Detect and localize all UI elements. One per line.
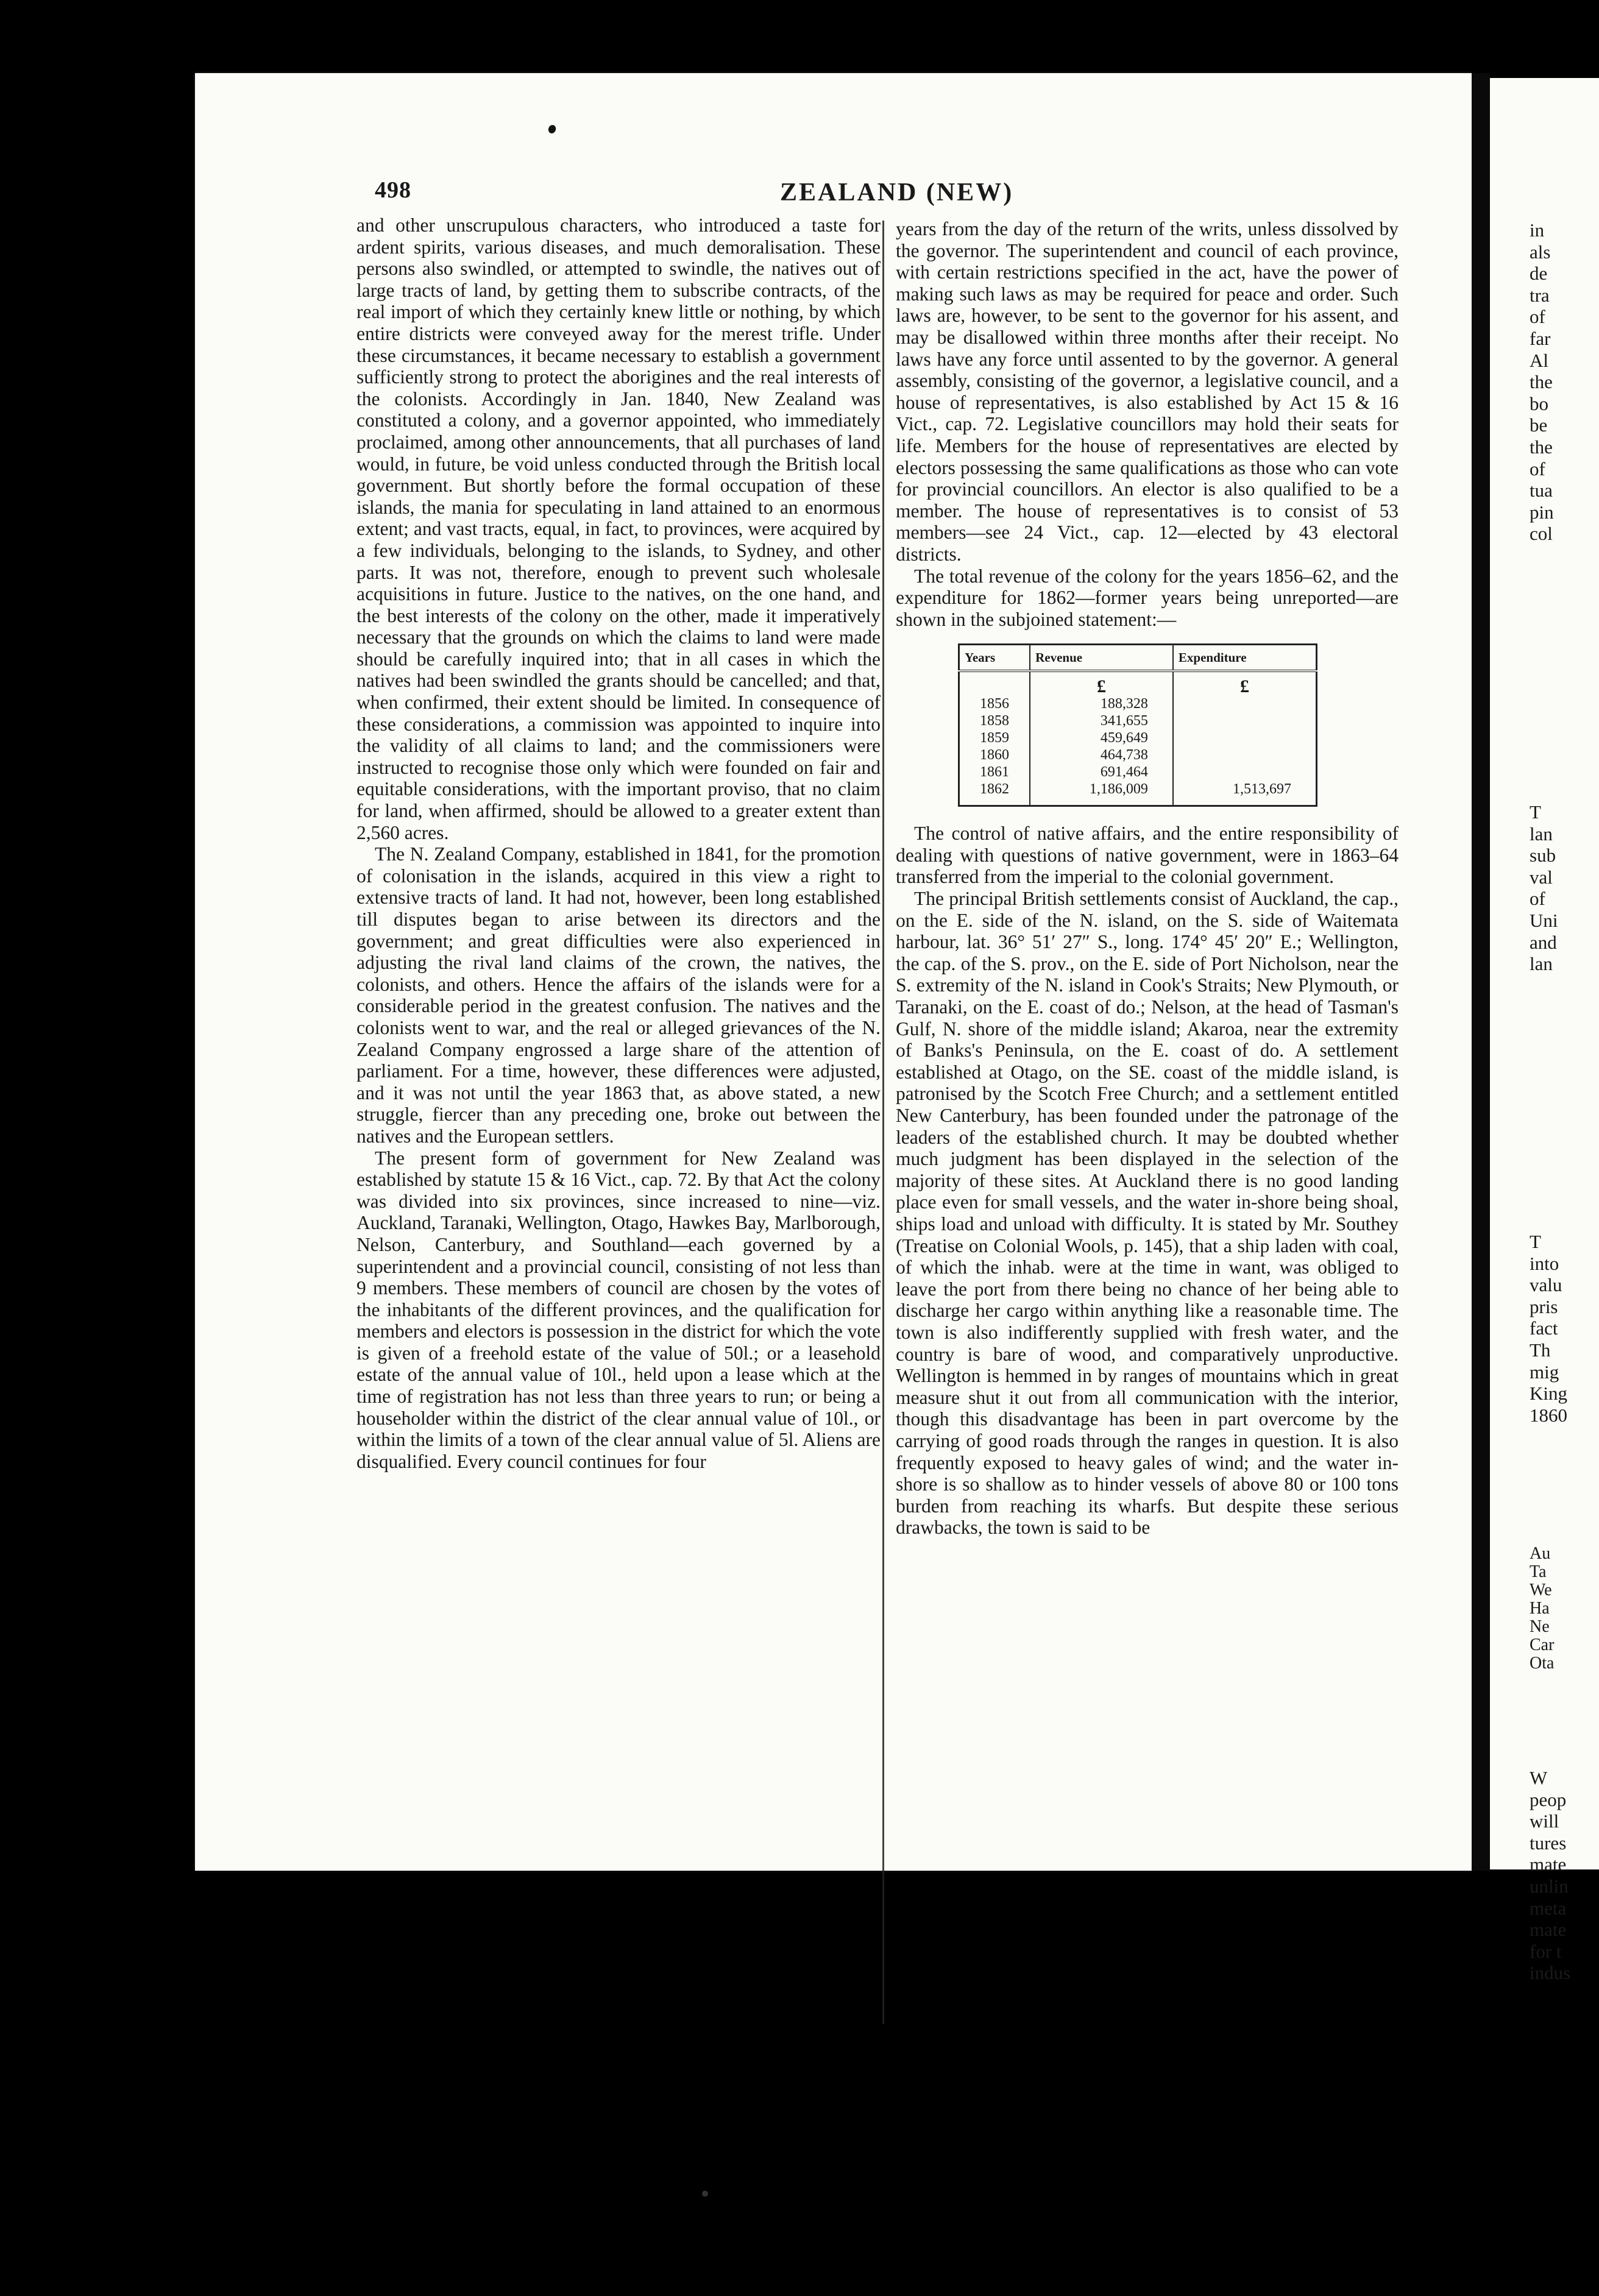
fragment-line: Ota — [1530, 1654, 1555, 1673]
ink-mark-bottom — [702, 2191, 708, 2197]
fragment-line: valu — [1530, 1274, 1562, 1296]
fragment-line: for t — [1530, 1940, 1562, 1962]
expenditure-cell — [1173, 746, 1317, 764]
table-row — [959, 746, 1317, 764]
fragment-line: W — [1530, 1767, 1548, 1788]
fragment-line: pris — [1530, 1295, 1558, 1317]
fragment-line: We — [1530, 1581, 1552, 1600]
fragment-line: lan — [1530, 823, 1553, 845]
year-cell: 1860 — [959, 746, 1030, 764]
fragment-line: the — [1530, 371, 1553, 393]
facing-page-fragment-1 — [1530, 219, 1599, 545]
fragment-line: into — [1530, 1252, 1559, 1274]
table-row — [959, 764, 1317, 781]
year-cell: 1859 — [959, 729, 1030, 746]
fragment-line: tures — [1530, 1832, 1567, 1854]
fragment-line: als — [1530, 241, 1551, 263]
page-number: 498 — [375, 177, 411, 203]
facing-page-fragment-2 — [1530, 801, 1599, 975]
fragment-line: T — [1530, 1231, 1541, 1252]
revenue-cell: 188,328 — [1030, 695, 1173, 712]
fragment-line: indus — [1530, 1962, 1571, 1984]
revenue-table — [958, 643, 1317, 807]
year-cell: 1858 — [959, 712, 1030, 729]
currency-symbol: £ — [1239, 676, 1249, 697]
fragment-line: of — [1530, 888, 1545, 910]
middle-column — [896, 218, 1399, 1539]
currency-symbol: £ — [1030, 671, 1173, 695]
fragment-line: of — [1530, 306, 1545, 328]
expenditure-cell — [1173, 695, 1317, 712]
paragraph: The principal British settlements consist of Auckland, the cap., on the E. side of the N. island, on the S. side of Waitemata harbour, lat. 36° 51′ 27″ S., long. 174° 45′ 20″ E.; Wellington, the cap. of the S. prov., on the E. side of Port Nicholson, near the S. extremity of the N. island in Cook's Straits; New Plymouth, or Taranaki, on the E. coast of do.; Nelson, at the head of Tasman's Gulf, N. shore of the middle island; Akaroa, near the extremity of Banks's Peninsula, on the E. coast of do. A settlement established at Otago, on the SE. coast of the middle island, is patronised by the Scotch Free Church; and a settlement entitled New Canterbury, has been founded under the patronage of the leaders of the established church. It may be doubted whether much judgment has been displayed in the selection of the majority of these sites. At Auckland there is no good landing place even for small vessels, and the water in-shore being shoal, ships load and unload with difficulty. It is stated by Mr. Southey (Treatise on Colonial Wools, p. 145), that a ship laden with coal, of which the inhab. were at the time in want, was obliged to leave the port from there being no chance of her being able to discharge her cargo within anything like a reasonable time. The town is also indifferently supplied with fresh water, and the country is bare of wood, and comparatively unproductive. Wellington is hemmed in by ranges of mountains which in great measure shut it out from all communication with the interior, though this disadvantage has been in part overcome by the carrying of good roads through the ranges in question. It is also frequently exposed to heavy gales of wind; and the water in-shore is so shallow as to hinder vessels of above 80 or 100 tons burden from reaching its wharfs. But despite these serious drawbacks, the town is said to be — [896, 888, 1399, 1539]
expenditure-cell — [1173, 764, 1317, 781]
fragment-line: Uni — [1530, 909, 1558, 931]
paragraph: The total revenue of the colony for the years 1856–62, and the expenditure for 1862—former years being unreported—are shown in the subjoined statement:— — [896, 565, 1399, 630]
table-row — [959, 695, 1317, 712]
left-column — [356, 214, 881, 1472]
year-cell: 1861 — [959, 764, 1030, 781]
page-title: ZEALAND (NEW) — [780, 179, 1014, 207]
facing-page-fragment-3 — [1530, 1231, 1599, 1426]
fragment-line: Car — [1530, 1635, 1555, 1654]
table-row — [959, 781, 1317, 806]
paragraph: The present form of government for New Zealand was established by statute 15 & 16 Vict., cap. 72. By that Act the colony was divided into six provinces, since increased to nine—viz. Auckland, Taranaki, Wellington, Otago, Hawkes Bay, Marlborough, Nelson, Canterbury, and Southland—each governed by a superintendent and a provincial council, consisting of not less than 9 members. These members of council are chosen by the votes of the inhabitants of the different provinces, and the qualification for members and electors is possession in the district for which the vote is given of a freehold estate of the value of 50l.; or a leasehold estate of the annual value of 10l., held upon a lease which at the time of registration has not less than three years to run; or being a householder within the district of the clear annual value of 10l., or within the limits of a town of the clear annual value of 5l. Aliens are disqualified. Every council continues for four — [356, 1147, 881, 1472]
table-header: Expenditure — [1173, 645, 1317, 671]
fragment-line: be — [1530, 414, 1548, 436]
expenditure-cell — [1173, 712, 1317, 729]
fragment-line: fact — [1530, 1317, 1558, 1339]
fragment-line: Ne — [1530, 1617, 1550, 1636]
paragraph: and other unscrupulous characters, who introduced a taste for ardent spirits, various diseases, and much demoralisation. These persons also swindled, or attempted to swindle, the natives out of large tracts of land, by getting them to subscribe contracts, of the real import of which they certainly knew little or nothing, by which entire districts were conveyed away for the merest trifle. Under these circumstances, it became necessary to establish a government sufficiently strong to protect the aborigines and the real interests of the colonists. Accordingly in Jan. 1840, New Zealand was constituted a colony, and a governor appointed, who immediately proclaimed, among other announcements, that all purchases of land would, in future, be void unless conducted through the British local government. But shortly before the formal occupation of these islands, the mania for speculating in land attained to an enormous extent; and vast tracts, equal, in fact, to provinces, were acquired by a few individuals, belonging to the islands, to Sydney, and other parts. It was not, therefore, enough to prevent such wholesale acquisitions in future. Justice to the natives, on the one hand, and the best interests of the colony on the other, made it imperatively necessary that the grounds on which the claims to land were made should be carefully inquired into; that in all cases in which the natives had been swindled the grants should be cancelled; and that, when confirmed, their extent should be limited. In consequence of these considerations, a commission was appointed to inquire into the validity of all claims to land; and the commissioners were instructed to recognise those only which were founded on fair and equitable considerations, with the important proviso, that no claim for land, when affirmed, should be allowed to a greater extent than 2,560 acres. — [356, 214, 881, 843]
fragment-line: Au — [1530, 1544, 1551, 1563]
fragment-line: unlin — [1530, 1875, 1569, 1897]
fragment-line: mig — [1530, 1361, 1559, 1383]
fragment-line: tra — [1530, 284, 1550, 306]
paragraph: The control of native affairs, and the entire responsibility of dealing with questions of native government, were in 1863–64 transferred from the imperial to the colonial government. — [896, 823, 1399, 888]
paragraph: years from the day of the return of the writs, unless dissolved by the governor. The superintendent and council of each province, with certain restrictions specified in the act, have the power of making such laws as may be required for peace and order. Such laws are, however, to be sent to the governor for his assent, and may be disallowed within three months after their receipt. No laws have any force until assented to by the governor. A general assembly, consisting of the governor, a legislative council, and a house of representatives, is also established by Act 15 & 16 Vict., cap. 72. Legislative councillors may hold their seats for life. Members for the house of representatives are elected by electors possessing the same qualifications as those who can vote for provincial councillors. An elector is also qualified to be a member. The house of representatives is to consist of 53 members—see 24 Vict., cap. 12—elected by 43 electoral districts. — [896, 218, 1399, 565]
fragment-line: in — [1530, 219, 1545, 241]
fragment-line: peop — [1530, 1788, 1567, 1810]
fragment-line: col — [1530, 523, 1553, 545]
expenditure-cell: 1,513,697 — [1233, 781, 1291, 798]
facing-page-fragment-4 — [1530, 1545, 1599, 1673]
fragment-line: de — [1530, 263, 1548, 285]
paragraph: The N. Zealand Company, established in 1841, for the promotion of colonisation in the islands, acquired in this view a right to extensive tracts of land. It had not, however, been long established till disputes began to arise between its directors and the government; and great difficulties were also experienced in adjusting the rival land claims of the crown, the natives, the colonists, and others. Hence the affairs of the islands were for a considerable period in the greatest confusion. The natives and the colonists went to war, and the real or alleged grievances of the N. Zealand Company engrossed a large share of the attention of parliament. For a time, however, these differences were adjusted, and it was not until the year 1863 that, as above stated, a new struggle, fiercer than any preceding one, broke out between the natives and the European settlers. — [356, 843, 881, 1147]
fragment-line: Ta — [1530, 1562, 1547, 1581]
fragment-line: tua — [1530, 480, 1553, 501]
fragment-line: Th — [1530, 1339, 1551, 1361]
fragment-line: mate — [1530, 1919, 1567, 1941]
table-header: Years — [959, 645, 1030, 671]
fragment-line: Al — [1530, 349, 1548, 371]
fragment-line: the — [1530, 436, 1553, 458]
fragment-line: pin — [1530, 501, 1554, 523]
fragment-line: 1860 — [1530, 1404, 1567, 1426]
expenditure-cell — [1173, 729, 1317, 746]
revenue-cell: 341,655 — [1030, 712, 1173, 729]
facing-page-fragment-5 — [1530, 1767, 1599, 1984]
fragment-line: mate — [1530, 1854, 1567, 1876]
fragment-line: meta — [1530, 1897, 1567, 1919]
year-cell: 1862 — [959, 781, 1030, 806]
fragment-line: bo — [1530, 392, 1548, 414]
fragment-line: far — [1530, 327, 1551, 349]
table-row — [959, 712, 1317, 729]
fragment-line: King — [1530, 1383, 1567, 1405]
fragment-line: val — [1530, 866, 1553, 888]
revenue-cell: 691,464 — [1030, 764, 1173, 781]
revenue-cell: 464,738 — [1030, 746, 1173, 764]
page-edge — [1472, 73, 1490, 1871]
fragment-line: Ha — [1530, 1599, 1550, 1618]
fragment-line: of — [1530, 458, 1545, 480]
fragment-line: T — [1530, 801, 1541, 823]
fragment-line: lan — [1530, 953, 1553, 975]
revenue-cell: 459,649 — [1030, 729, 1173, 746]
table-row — [959, 729, 1317, 746]
fragment-line: sub — [1530, 845, 1556, 866]
revenue-cell: 1,186,009 — [1030, 781, 1173, 806]
fragment-line: will — [1530, 1810, 1559, 1832]
year-cell: 1856 — [959, 695, 1030, 712]
table-header: Revenue — [1030, 645, 1173, 671]
column-divider — [882, 221, 884, 2024]
fragment-line: and — [1530, 931, 1557, 953]
